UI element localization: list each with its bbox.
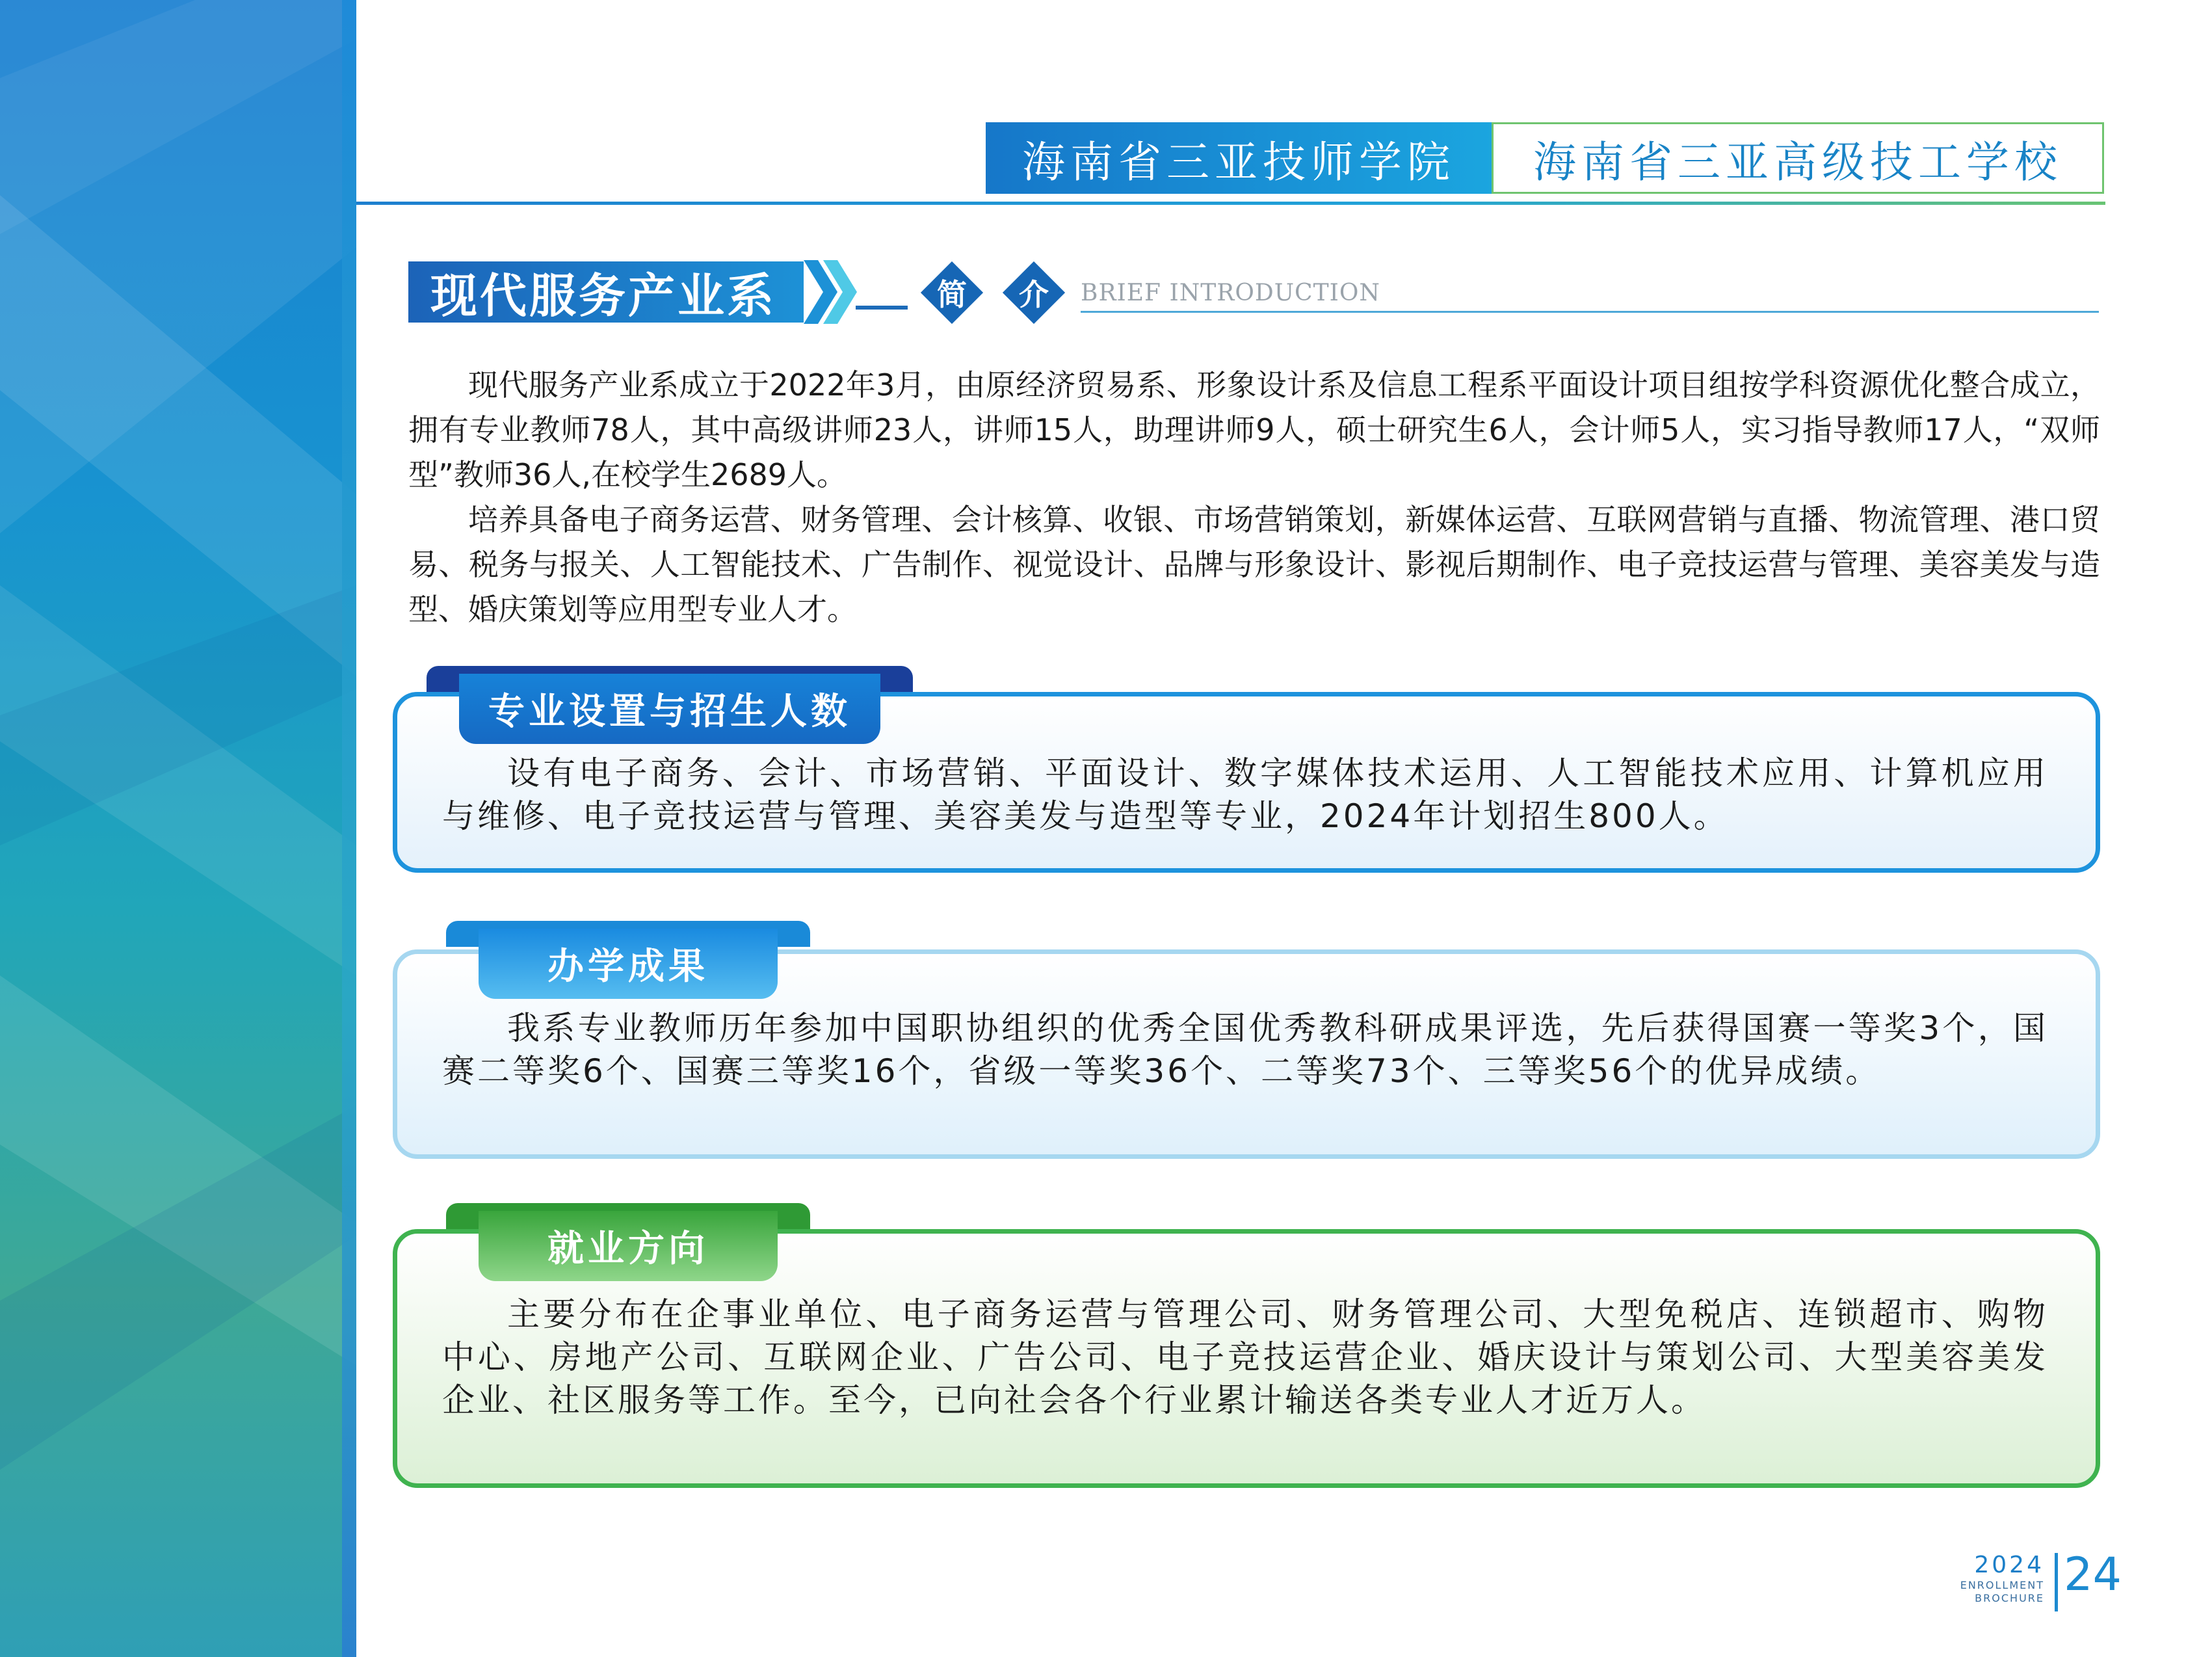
employment-tab: 就业方向 — [479, 1211, 778, 1281]
band-facets — [0, 0, 356, 1657]
achievements-tab: 办学成果 — [479, 929, 778, 999]
page-number: 24 — [2064, 1548, 2122, 1601]
footer-year: 2024 — [1974, 1552, 2044, 1578]
chevron-right-icon — [823, 260, 862, 324]
school-name-secondary: 海南省三亚高级技工学校 — [1492, 122, 2104, 194]
footer-divider — [2055, 1553, 2058, 1611]
achievements-text: 我系专业教师历年参加中国职协组织的优秀全国优秀教科研成果评选，先后获得国赛一等奖3个，国赛二等奖6个、国赛三等奖16个，省级一等奖36个、二等奖73个、三等奖56个的优异成绩。 — [442, 1009, 2048, 1090]
employment-text: 主要分布在企事业单位、电子商务运营与管理公司、财务管理公司、大型免税店、连锁超市、购物中心、房地产公司、互联网企业、广告公司、电子竞技运营企业、婚庆设计与策划公司、大型美容美发企业、社区服务等工作。至今，已向社会各个行业累计输送各类专业人才近万人。 — [442, 1295, 2048, 1419]
band-edge — [342, 0, 356, 1657]
intro-paragraph-2: 培养具备电子商务运营、财务管理、会计核算、收银、市场营销策划，新媒体运营、互联网营销与直播、物流管理、港口贸易、税务与报关、人工智能技术、广告制作、视觉设计、品牌与形象设计、影视后期制作、电子竞技运营与管理、美容美发与造型、婚庆策划等应用型专业人才。 — [408, 502, 2100, 627]
header-rule — [356, 202, 2105, 205]
intro-text — [408, 363, 2100, 632]
majors-text: 设有电子商务、会计、市场营销、平面设计、数字媒体技术运用、人工智能技术应用、计算机应用与维修、电子竞技运营与管理、美容美发与造型等专业，2024年计划招生800人。 — [442, 754, 2048, 835]
title-underscore — [856, 306, 908, 310]
department-title: 现代服务产业系 — [408, 261, 804, 323]
intro-paragraph-1: 现代服务产业系成立于2022年3月，由原经济贸易系、形象设计系及信息工程系平面设计项目组按学科资源优化整合成立，拥有专业教师78人，其中高级讲师23人，讲师15人，助理讲师9人，硕士研究生6人，会计师5人，实习指导教师17人，“双师型”教师36人,在校学生2689人。 — [408, 367, 2100, 492]
footer-enrollment: ENROLLMENT — [1960, 1579, 2044, 1591]
brief-introduction-rule — [1081, 311, 2099, 313]
diamond-label-1: 简 — [937, 277, 967, 312]
brief-introduction-label: BRIEF INTRODUCTION — [1081, 280, 1380, 306]
majors-tab: 专业设置与招生人数 — [459, 674, 880, 744]
decorative-side-band — [0, 0, 356, 1657]
footer-brochure: BROCHURE — [1975, 1592, 2044, 1604]
diamond-label-2: 介 — [1019, 277, 1049, 312]
school-name-primary: 海南省三亚技师学院 — [986, 122, 1492, 194]
